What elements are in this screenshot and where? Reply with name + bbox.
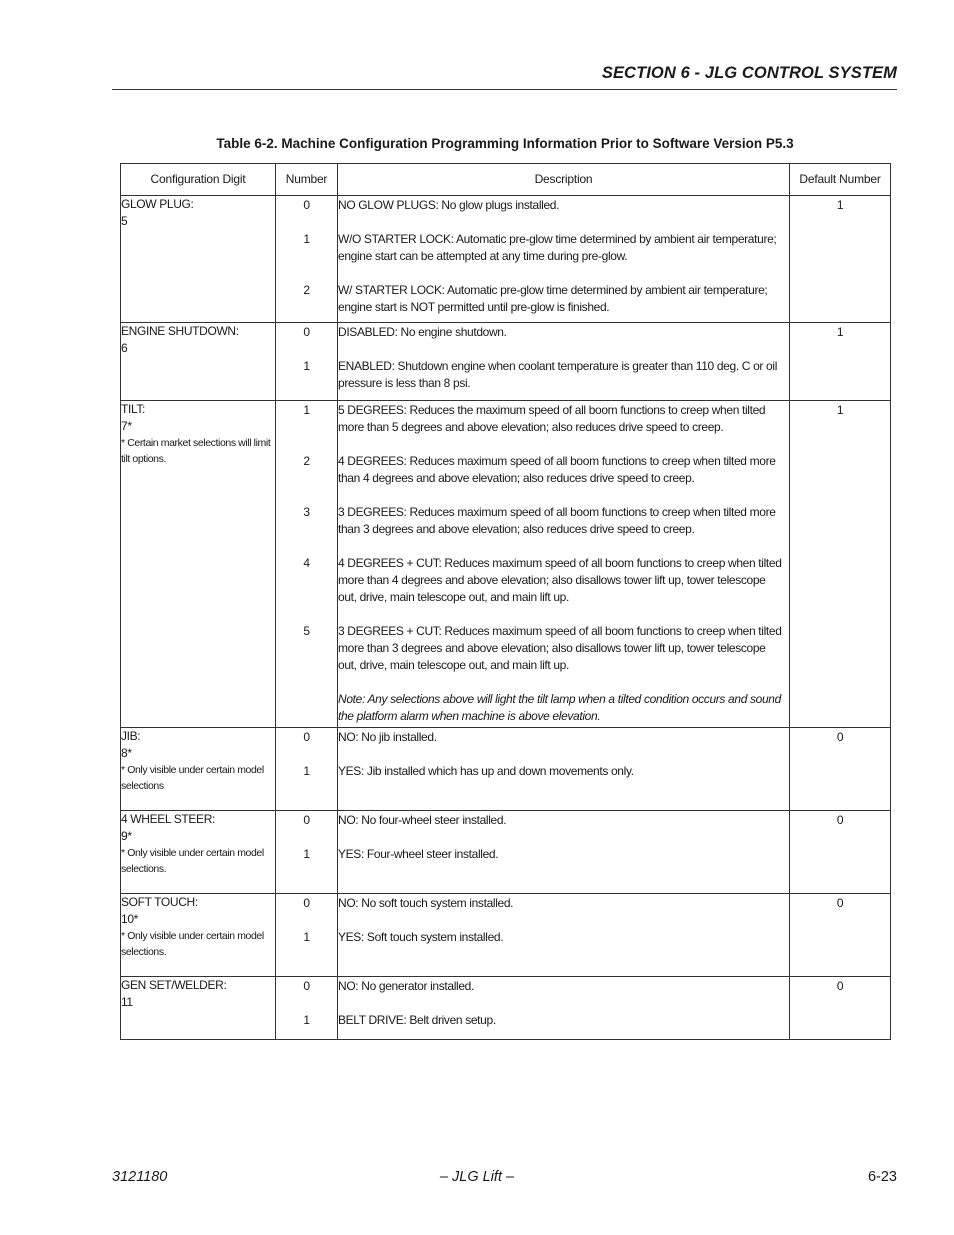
option-description-line: NO: No soft touch system installed. — [338, 896, 514, 910]
option-description-line: engine start can be attempted at any time during pre-glow. — [338, 249, 628, 263]
option-number: 1 — [303, 930, 310, 944]
config-digit-cell — [121, 196, 276, 323]
config-label: GLOW PLUG: — [121, 197, 194, 211]
default-number-cell — [790, 728, 891, 811]
option-description-line: 3 DEGREES + CUT: Reduces maximum speed of all boom functions to creep when tilted — [338, 624, 782, 638]
option-description-line: than 3 degrees and above elevation; also reduces drive speed to creep. — [338, 522, 695, 536]
option-description-line: W/O STARTER LOCK: Automatic pre-glow time determined by ambient air temperature; — [338, 232, 777, 246]
config-label: SOFT TOUCH: — [121, 895, 198, 909]
option-number: 1 — [303, 232, 310, 246]
header-rule — [112, 89, 897, 90]
table-row — [121, 977, 891, 1040]
number-spacer — [276, 375, 337, 392]
number-cell — [276, 977, 338, 1040]
option-number: 1 — [303, 403, 310, 417]
option-description-line: more than 4 degrees and above elevation; also disallows tower lift up, tower telescope — [338, 573, 766, 587]
number-spacer — [276, 419, 337, 436]
number-cell — [276, 323, 338, 401]
table-title: Table 6-2. Machine Configuration Programming Information Prior to Software Version P5.3 — [216, 136, 794, 151]
column-header-default-number: Default Number — [790, 164, 891, 196]
option-description-line: 3 DEGREES: Reduces maximum speed of all boom functions to creep when tilted more — [338, 505, 776, 519]
table-row — [121, 728, 891, 811]
number-spacer — [276, 657, 337, 674]
column-header-description: Description — [338, 164, 790, 196]
option-description-line: engine start is NOT permitted until pre-glow is finished. — [338, 300, 610, 314]
number-spacer — [276, 470, 337, 487]
config-digit-cell — [121, 894, 276, 977]
default-number: 0 — [836, 730, 844, 744]
default-number: 0 — [836, 979, 844, 993]
config-note: * Only visible under certain model selections. — [121, 930, 264, 958]
number-cell — [276, 401, 338, 728]
description-cell — [338, 196, 790, 323]
option-description-line: YES: Soft touch system installed. — [338, 930, 504, 944]
config-label: JIB: — [121, 729, 141, 743]
option-number: 3 — [303, 505, 310, 519]
number-spacer — [276, 589, 337, 606]
option-description-line: pressure is less than 8 psi. — [338, 376, 471, 390]
default-number: 1 — [836, 403, 844, 417]
option-number: 0 — [303, 979, 310, 993]
number-cell — [276, 811, 338, 894]
default-number-cell — [790, 401, 891, 728]
description-cell — [338, 728, 790, 811]
config-digit-cell — [121, 401, 276, 728]
config-label: GEN SET/WELDER: — [121, 978, 227, 992]
table-body — [121, 196, 891, 1040]
option-number: 2 — [303, 283, 310, 297]
table-header-row — [121, 164, 891, 196]
table-row — [121, 894, 891, 977]
option-description-line: more than 5 degrees and above elevation; also reduces drive speed to creep. — [338, 420, 724, 434]
option-description-line: W/ STARTER LOCK: Automatic pre-glow time determined by ambient air temperature; — [338, 283, 768, 297]
option-description-line: NO: No generator installed. — [338, 979, 474, 993]
option-number: 4 — [303, 556, 310, 570]
config-digit-cell — [121, 728, 276, 811]
description-cell — [338, 323, 790, 401]
option-description-line: NO: No four-wheel steer installed. — [338, 813, 507, 827]
config-note: * Only visible under certain model selections. — [121, 847, 264, 875]
number-cell — [276, 894, 338, 977]
config-label: 4 WHEEL STEER: — [121, 812, 216, 826]
config-label: TILT: — [121, 402, 146, 416]
default-number-cell — [790, 977, 891, 1040]
footer-brand: – JLG Lift – — [439, 1169, 515, 1185]
option-number: 1 — [303, 359, 310, 373]
option-description-line: ENABLED: Shutdown engine when coolant temperature is greater than 110 deg. C or oil — [338, 359, 778, 373]
description-cell — [338, 811, 790, 894]
section-title: SECTION 6 - JLG CONTROL SYSTEM — [601, 64, 897, 82]
description-cell — [338, 401, 790, 728]
default-number: 0 — [836, 896, 844, 910]
config-label: ENGINE SHUTDOWN: — [121, 324, 239, 338]
number-cell — [276, 196, 338, 323]
number-spacer — [276, 640, 337, 657]
doc-number: 3121180 — [112, 1169, 168, 1185]
table-row — [121, 196, 891, 323]
table-row — [121, 323, 891, 401]
option-number: 0 — [303, 813, 310, 827]
table-row — [121, 811, 891, 894]
default-number: 1 — [836, 325, 844, 339]
default-number: 0 — [836, 813, 844, 827]
default-number-cell — [790, 811, 891, 894]
option-number: 1 — [303, 764, 310, 778]
column-header-configuration-digit: Configuration Digit — [121, 164, 276, 196]
number-spacer — [276, 299, 337, 316]
option-number: 1 — [303, 1013, 310, 1027]
column-header-number: Number — [276, 164, 338, 196]
option-description-line: DISABLED: No engine shutdown. — [338, 325, 507, 339]
number-spacer — [276, 248, 337, 265]
default-number-cell — [790, 196, 891, 323]
option-description-line: out, drive, main telescope out, and main lift up. — [338, 590, 569, 604]
option-description-line: NO: No jib installed. — [338, 730, 437, 744]
option-description-line: 4 DEGREES + CUT: Reduces maximum speed of all boom functions to creep when tilted — [338, 556, 782, 570]
option-number: 5 — [303, 624, 310, 638]
tilt-note-line: Note: Any selections above will light the tilt lamp when a tilted condition occurs and sound — [338, 692, 781, 706]
description-cell — [338, 894, 790, 977]
config-digit-cell — [121, 811, 276, 894]
option-number: 0 — [303, 325, 310, 339]
config-digit: 9* — [121, 829, 132, 843]
table-row — [121, 401, 891, 728]
option-description-line: YES: Four-wheel steer installed. — [338, 847, 499, 861]
option-description-line: BELT DRIVE: Belt driven setup. — [338, 1013, 496, 1027]
number-spacer — [276, 572, 337, 589]
option-description-line: out, drive, main telescope out, and main lift up. — [338, 658, 569, 672]
description-cell — [338, 977, 790, 1040]
config-digit: 8* — [121, 746, 132, 760]
config-digit-cell — [121, 977, 276, 1040]
option-number: 1 — [303, 847, 310, 861]
config-digit: 11 — [121, 995, 133, 1009]
option-number: 0 — [303, 198, 310, 212]
option-description-line: YES: Jib installed which has up and down movements only. — [338, 764, 634, 778]
option-number: 0 — [303, 730, 310, 744]
config-note: * Only visible under certain model selections — [121, 764, 264, 792]
option-description-line: 5 DEGREES: Reduces the maximum speed of all boom functions to creep when tilted — [338, 403, 766, 417]
option-description-line: 4 DEGREES: Reduces maximum speed of all boom functions to creep when tilted more — [338, 454, 776, 468]
number-cell — [276, 728, 338, 811]
page-number: 6-23 — [867, 1169, 897, 1185]
config-digit: 10* — [121, 912, 138, 926]
option-description-line: more than 3 degrees and above elevation; also disallows tower lift up, tower telescope — [338, 641, 766, 655]
config-digit: 6 — [121, 341, 128, 355]
config-note: * Certain market selections will limit tilt options. — [121, 437, 271, 465]
config-digit: 7* — [121, 419, 132, 433]
default-number: 1 — [836, 198, 844, 212]
option-description-line: than 4 degrees and above elevation; also reduces drive speed to creep. — [338, 471, 695, 485]
tilt-note-line: the platform alarm when machine is above elevation. — [338, 709, 601, 723]
default-number-cell — [790, 323, 891, 401]
config-digit: 5 — [121, 214, 128, 228]
default-number-cell — [790, 894, 891, 977]
option-number: 0 — [303, 896, 310, 910]
option-number: 2 — [303, 454, 310, 468]
option-description-line: NO GLOW PLUGS: No glow plugs installed. — [338, 198, 560, 212]
configuration-table — [120, 163, 891, 1040]
config-digit-cell — [121, 323, 276, 401]
number-spacer — [276, 521, 337, 538]
